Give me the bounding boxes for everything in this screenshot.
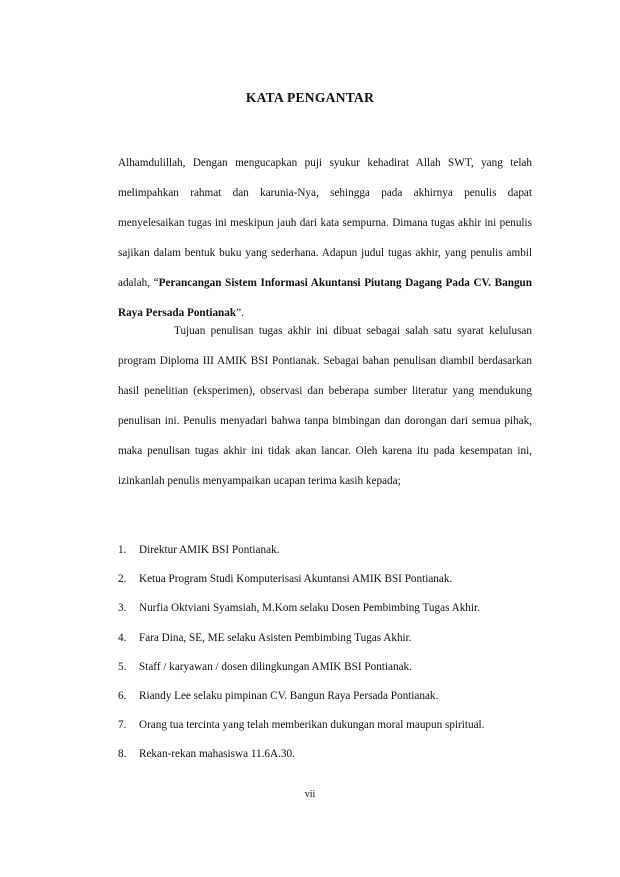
list-item — [118, 594, 538, 623]
list-item-text: Ketua Program Studi Komputerisasi Akuntansi AMIK BSI Pontianak. — [139, 573, 453, 586]
list-item — [118, 653, 538, 682]
list-item-number: 7. — [118, 719, 127, 732]
thesis-title: Perancangan Sistem Informasi Akuntansi Piutang Dagang Pada CV. Bangun Raya Persada Pontianak — [118, 277, 532, 319]
list-item-number: 2. — [118, 573, 127, 586]
list-item — [118, 711, 538, 740]
list-item-number: 5. — [118, 660, 127, 673]
paragraph-purpose: Tujuan penulisan tugas akhir ini dibuat sebagai salah satu syarat kelulusan program Diploma III AMIK BSI Pontianak. Sebagai bahan penulisan diambil berdasarkan hasil penelitian (eksperimen), observasi dan beberapa sumber literatur yang mendukung penulisan ini. Penulis menyadari bahwa tanpa bimbingan dan dorongan dari semua pihak, maka penulisan tugas akhir ini tidak akan lancar. Oleh karena itu pada kesempatan ini, izinkanlah penulis menyampaikan ucapan terima kasih kepada; — [118, 325, 532, 487]
list-item — [118, 624, 538, 653]
list-item-text: Rekan-rekan mahasiswa 11.6A.30. — [139, 748, 295, 761]
paragraph-intro — [118, 148, 532, 328]
page-number: vii — [304, 789, 316, 800]
list-item — [118, 740, 538, 769]
list-item-text: Direktur AMIK BSI Pontianak. — [139, 544, 280, 556]
list-item-number: 4. — [118, 631, 127, 644]
paragraph-intro-text: Alhamdulillah, Dengan mengucapkan puji syukur kehadirat Allah SWT, yang telah melimpahkan rahmat dan karunia-Nya, sehingga pada akhirnya penulis dapat menyelesaikan tugas ini meskipun jauh dari kata sempurna. Dimana tugas akhir ini penulis sajikan dalam bentuk buku yang sederhana. Adapun judul tugas akhir, yang penulis ambil adalah, “ — [118, 157, 532, 289]
paragraph-intro-end: ”. — [236, 307, 244, 319]
list-item-number: 1. — [118, 544, 127, 556]
list-item-number: 6. — [118, 689, 127, 702]
list-item-text: Riandy Lee selaku pimpinan CV. Bangun Raya Persada Pontianak. — [139, 689, 439, 702]
list-item-text: Orang tua tercinta yang telah memberikan dukungan moral maupun spiritual. — [139, 719, 485, 732]
list-item-text: Nurfia Oktviani Syamsiah, M.Kom selaku Dosen Pembimbing Tugas Akhir. — [139, 602, 480, 615]
list-item-text: Fara Dina, SE, ME selaku Asisten Pembimbing Tugas Akhir. — [139, 631, 412, 644]
page-title: KATA PENGANTAR — [245, 90, 375, 105]
list-item-text: Staff / karyawan / dosen dilingkungan AMIK BSI Pontianak. — [139, 660, 412, 673]
list-item-number: 8. — [118, 748, 127, 761]
list-item-number: 3. — [118, 602, 127, 615]
list-item — [118, 682, 538, 711]
acknowledgement-list — [118, 536, 538, 770]
list-item — [118, 565, 538, 594]
list-item — [118, 536, 538, 565]
